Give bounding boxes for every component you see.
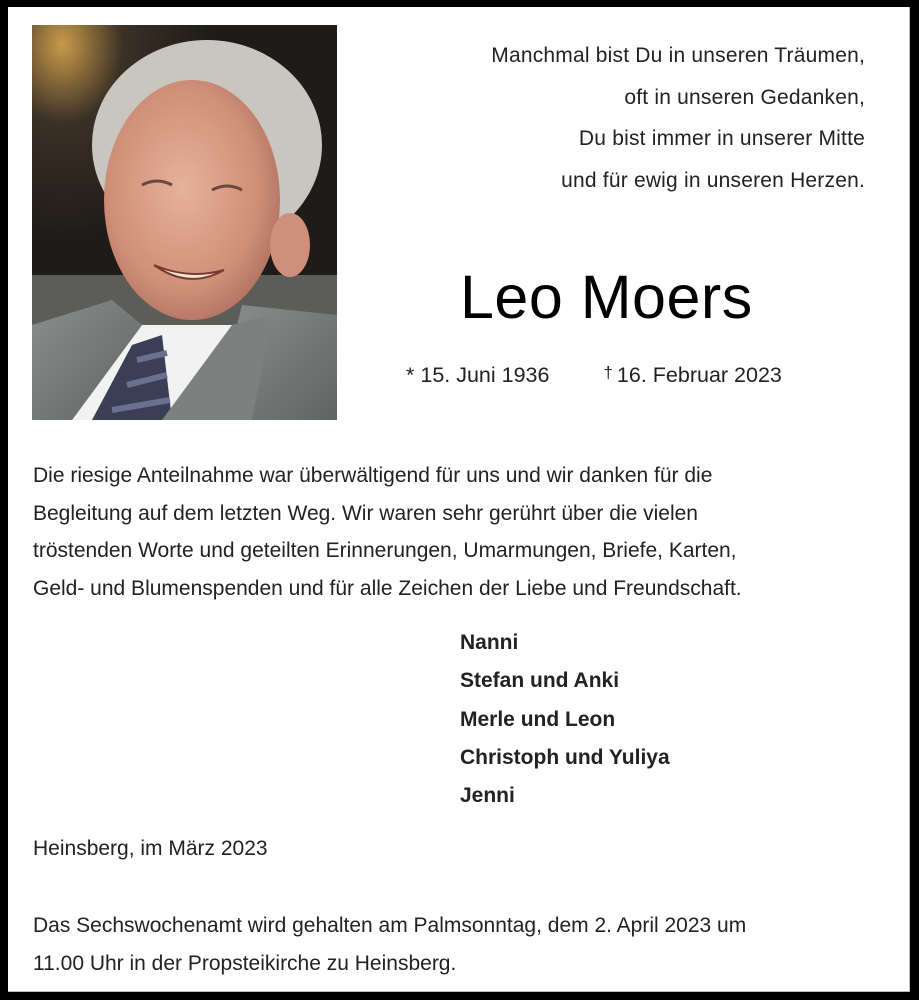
memorial-poem [491,35,865,201]
service-line: 11.00 Uhr in der Propsteikirche zu Heinsberg. [33,951,457,975]
death-date: † 16. Februar 2023 [603,363,782,387]
birth-star-icon: * [406,363,415,387]
family-member: Christoph und Yuliya [460,745,670,769]
portrait-image [32,25,337,420]
obituary-page [8,7,910,992]
thanks-line: Begleitung auf dem letzten Weg. Wir waren sehr gerührt über die vielen [33,501,698,525]
family-signatures [460,624,670,815]
poem-line: und für ewig in unseren Herzen. [561,168,865,192]
thanks-line: Die riesige Anteilnahme war überwältigend für uns und wir danken für die [33,464,713,487]
life-dates [406,363,782,388]
family-member: Stefan und Anki [460,669,620,693]
service-announcement [33,907,903,982]
portrait-photo [32,25,337,420]
cross-icon: † [603,363,613,382]
birth-date: * 15. Juni 1936 [406,363,550,387]
poem-line: Du bist immer in unserer Mitte [578,127,865,150]
thanks-line: tröstenden Worte und geteilten Erinnerungen, Umarmungen, Briefe, Karten, [33,539,737,562]
place-and-date: Heinsberg, im März 2023 [33,837,268,860]
family-member: Jenni [460,784,515,808]
family-member: Nanni [460,631,519,654]
family-member: Merle und Leon [460,707,616,731]
thanks-line: Geld- und Blumenspenden und für alle Zeichen der Liebe und Freundschaft. [33,576,742,600]
thank-you-text [33,457,893,607]
poem-line: Manchmal bist Du in unseren Träumen, [491,44,865,67]
service-line: Das Sechswochenamt wird gehalten am Palmsonntag, dem 2. April 2023 um [33,914,747,937]
deceased-name: Leo Moers [460,263,753,331]
poem-line: oft in unseren Gedanken, [624,85,865,109]
